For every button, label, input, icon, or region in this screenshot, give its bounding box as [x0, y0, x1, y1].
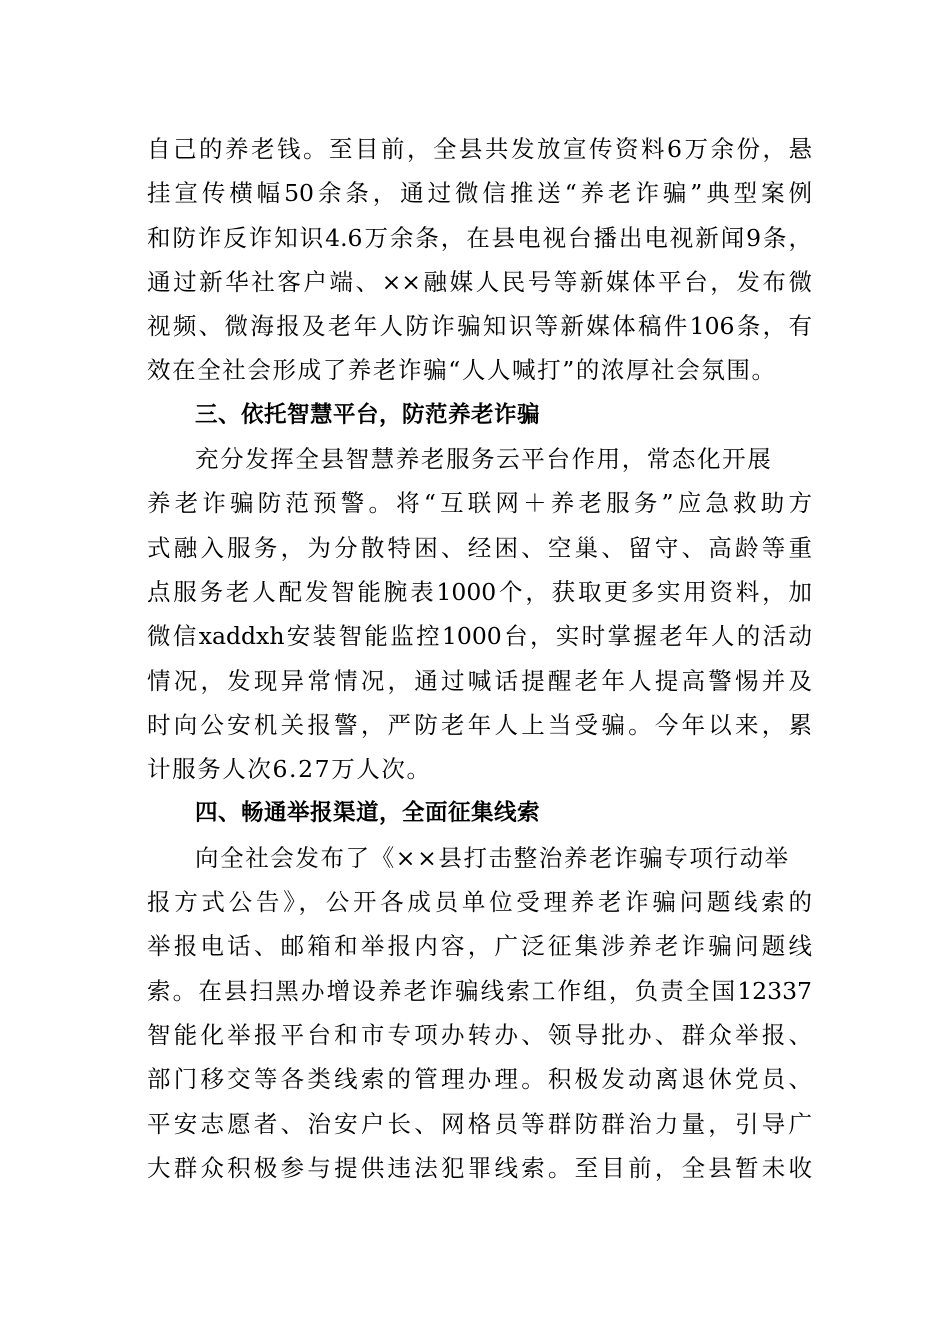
paragraph-first-line: 充分发挥全县智慧养老服务云平台作用，常态化开展 [195, 445, 773, 474]
text-line: 举报电话、邮箱和举报内容，广泛征集涉养老诈骗问题线 [147, 932, 812, 961]
text-line: 式融入服务，为分散特困、经困、空巢、留守、高龄等重 [147, 533, 812, 562]
text-line: 养老诈骗防范预警。将“互联网＋养老服务”应急救助方 [147, 489, 812, 518]
text-line: 大群众积极参与提供违法犯罪线索。至目前，全县暂未收 [147, 1153, 812, 1182]
paragraph-first-line: 向全社会发布了《××县打击整治养老诈骗专项行动举 [195, 843, 790, 872]
text-line: 通过新华社客户端、××融媒人民号等新媒体平台，发布微 [147, 267, 812, 296]
text-line: 点服务老人配发智能腕表1000个，获取更多实用资料，加 [147, 577, 812, 606]
document-body [147, 127, 812, 1190]
text-line: 智能化举报平台和市专项办转办、领导批办、群众举报、 [147, 1020, 812, 1049]
text-line: 索。在县扫黑办增设养老诈骗线索工作组，负责全国12337 [147, 976, 812, 1005]
section-heading: 四、畅通举报渠道，全面征集线索 [195, 800, 541, 827]
text-line: 部门移交等各类线索的管理办理。积极发动离退休党员、 [147, 1065, 812, 1094]
text-line: 自己的养老钱。至目前，全县共发放宣传资料6万余份，悬 [147, 135, 812, 163]
text-line: 报方式公告》，公开各成员单位受理养老诈骗问题线索的 [147, 888, 812, 917]
text-line: 平安志愿者、治安户长、网格员等群防群治力量，引导广 [147, 1109, 812, 1138]
text-line: 情况，发现异常情况，通过喊话提醒老年人提高警惕并及 [147, 666, 812, 695]
text-line: 微信xaddxh安装智能监控1000台，实时掌握老年人的活动 [147, 622, 812, 651]
text-line: 计服务人次6.27万人次。 [147, 755, 432, 784]
text-line: 效在全社会形成了养老诈骗“人人喊打”的浓厚社会氛围。 [147, 356, 777, 385]
text-line: 视频、微海报及老年人防诈骗知识等新媒体稿件106条，有 [147, 312, 812, 341]
section-heading: 三、依托智慧平台，防范养老诈骗 [195, 401, 541, 428]
text-line: 和防诈反诈知识4.6万余条，在县电视台播出电视新闻9条， [147, 223, 812, 252]
text-line: 挂宣传横幅50余条，通过微信推送“养老诈骗”典型案例 [147, 179, 812, 208]
text-line: 时向公安机关报警，严防老年人上当受骗。今年以来，累 [147, 710, 812, 739]
